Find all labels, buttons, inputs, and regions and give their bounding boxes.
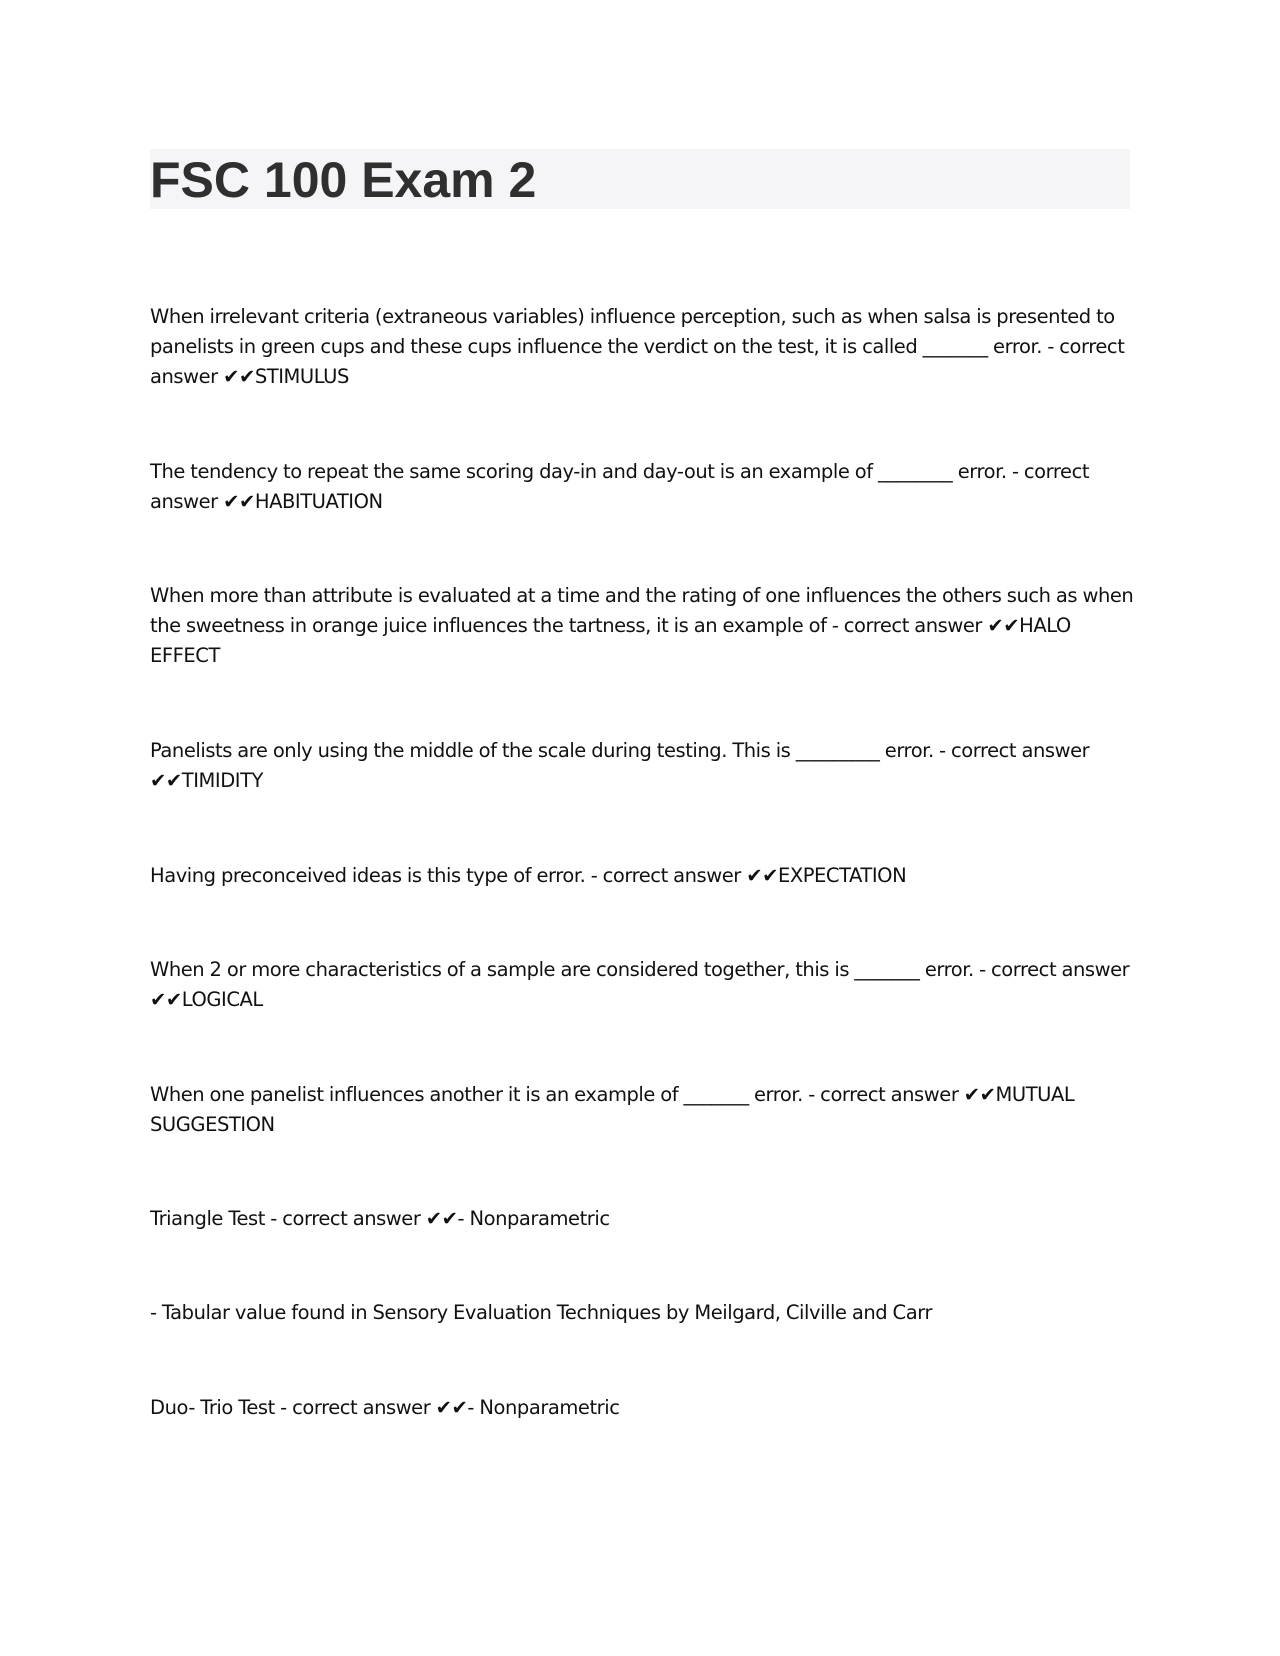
document-title: FSC 100 Exam 2	[150, 152, 537, 208]
qa-entry-tabular-value: - Tabular value found in Sensory Evaluation Techniques by Meilgard, Cilville and Carr	[150, 1301, 933, 1324]
qa-entry-halo-effect: When more than attribute is evaluated at a time and the rating of one influences the others such as when the sweetness in orange juice influences the tartness, it is an example of - correct answer ✔✔HALO EFFECT	[150, 584, 1134, 667]
qa-entry-mutual-suggestion: When one panelist influences another it is an example of _______ error. - correct answer ✔✔MUTUAL SUGGESTION	[150, 1083, 1075, 1136]
qa-entry-logical: When 2 or more characteristics of a sample are considered together, this is _______ error. - correct answer ✔✔LOGICAL	[150, 958, 1130, 1011]
qa-entry-duo-trio-test: Duo- Trio Test - correct answer ✔✔- Nonparametric	[150, 1396, 620, 1419]
qa-entry-timidity: Panelists are only using the middle of the scale during testing. This is _________ error. - correct answer ✔✔TIMIDITY	[150, 739, 1090, 792]
qa-entry-habituation: The tendency to repeat the same scoring day-in and day-out is an example of ________ error. - correct answer ✔✔HABITUATION	[150, 460, 1090, 513]
qa-entry-expectation: Having preconceived ideas is this type of error. - correct answer ✔✔EXPECTATION	[150, 864, 907, 887]
qa-entry-triangle-test: Triangle Test - correct answer ✔✔- Nonparametric	[150, 1207, 610, 1230]
qa-entry-stimulus: When irrelevant criteria (extraneous variables) influence perception, such as when salsa is presented to panelists in green cups and these cups influence the verdict on the test, it is called _______ error. - correct answer ✔✔STIMULUS	[150, 305, 1125, 388]
